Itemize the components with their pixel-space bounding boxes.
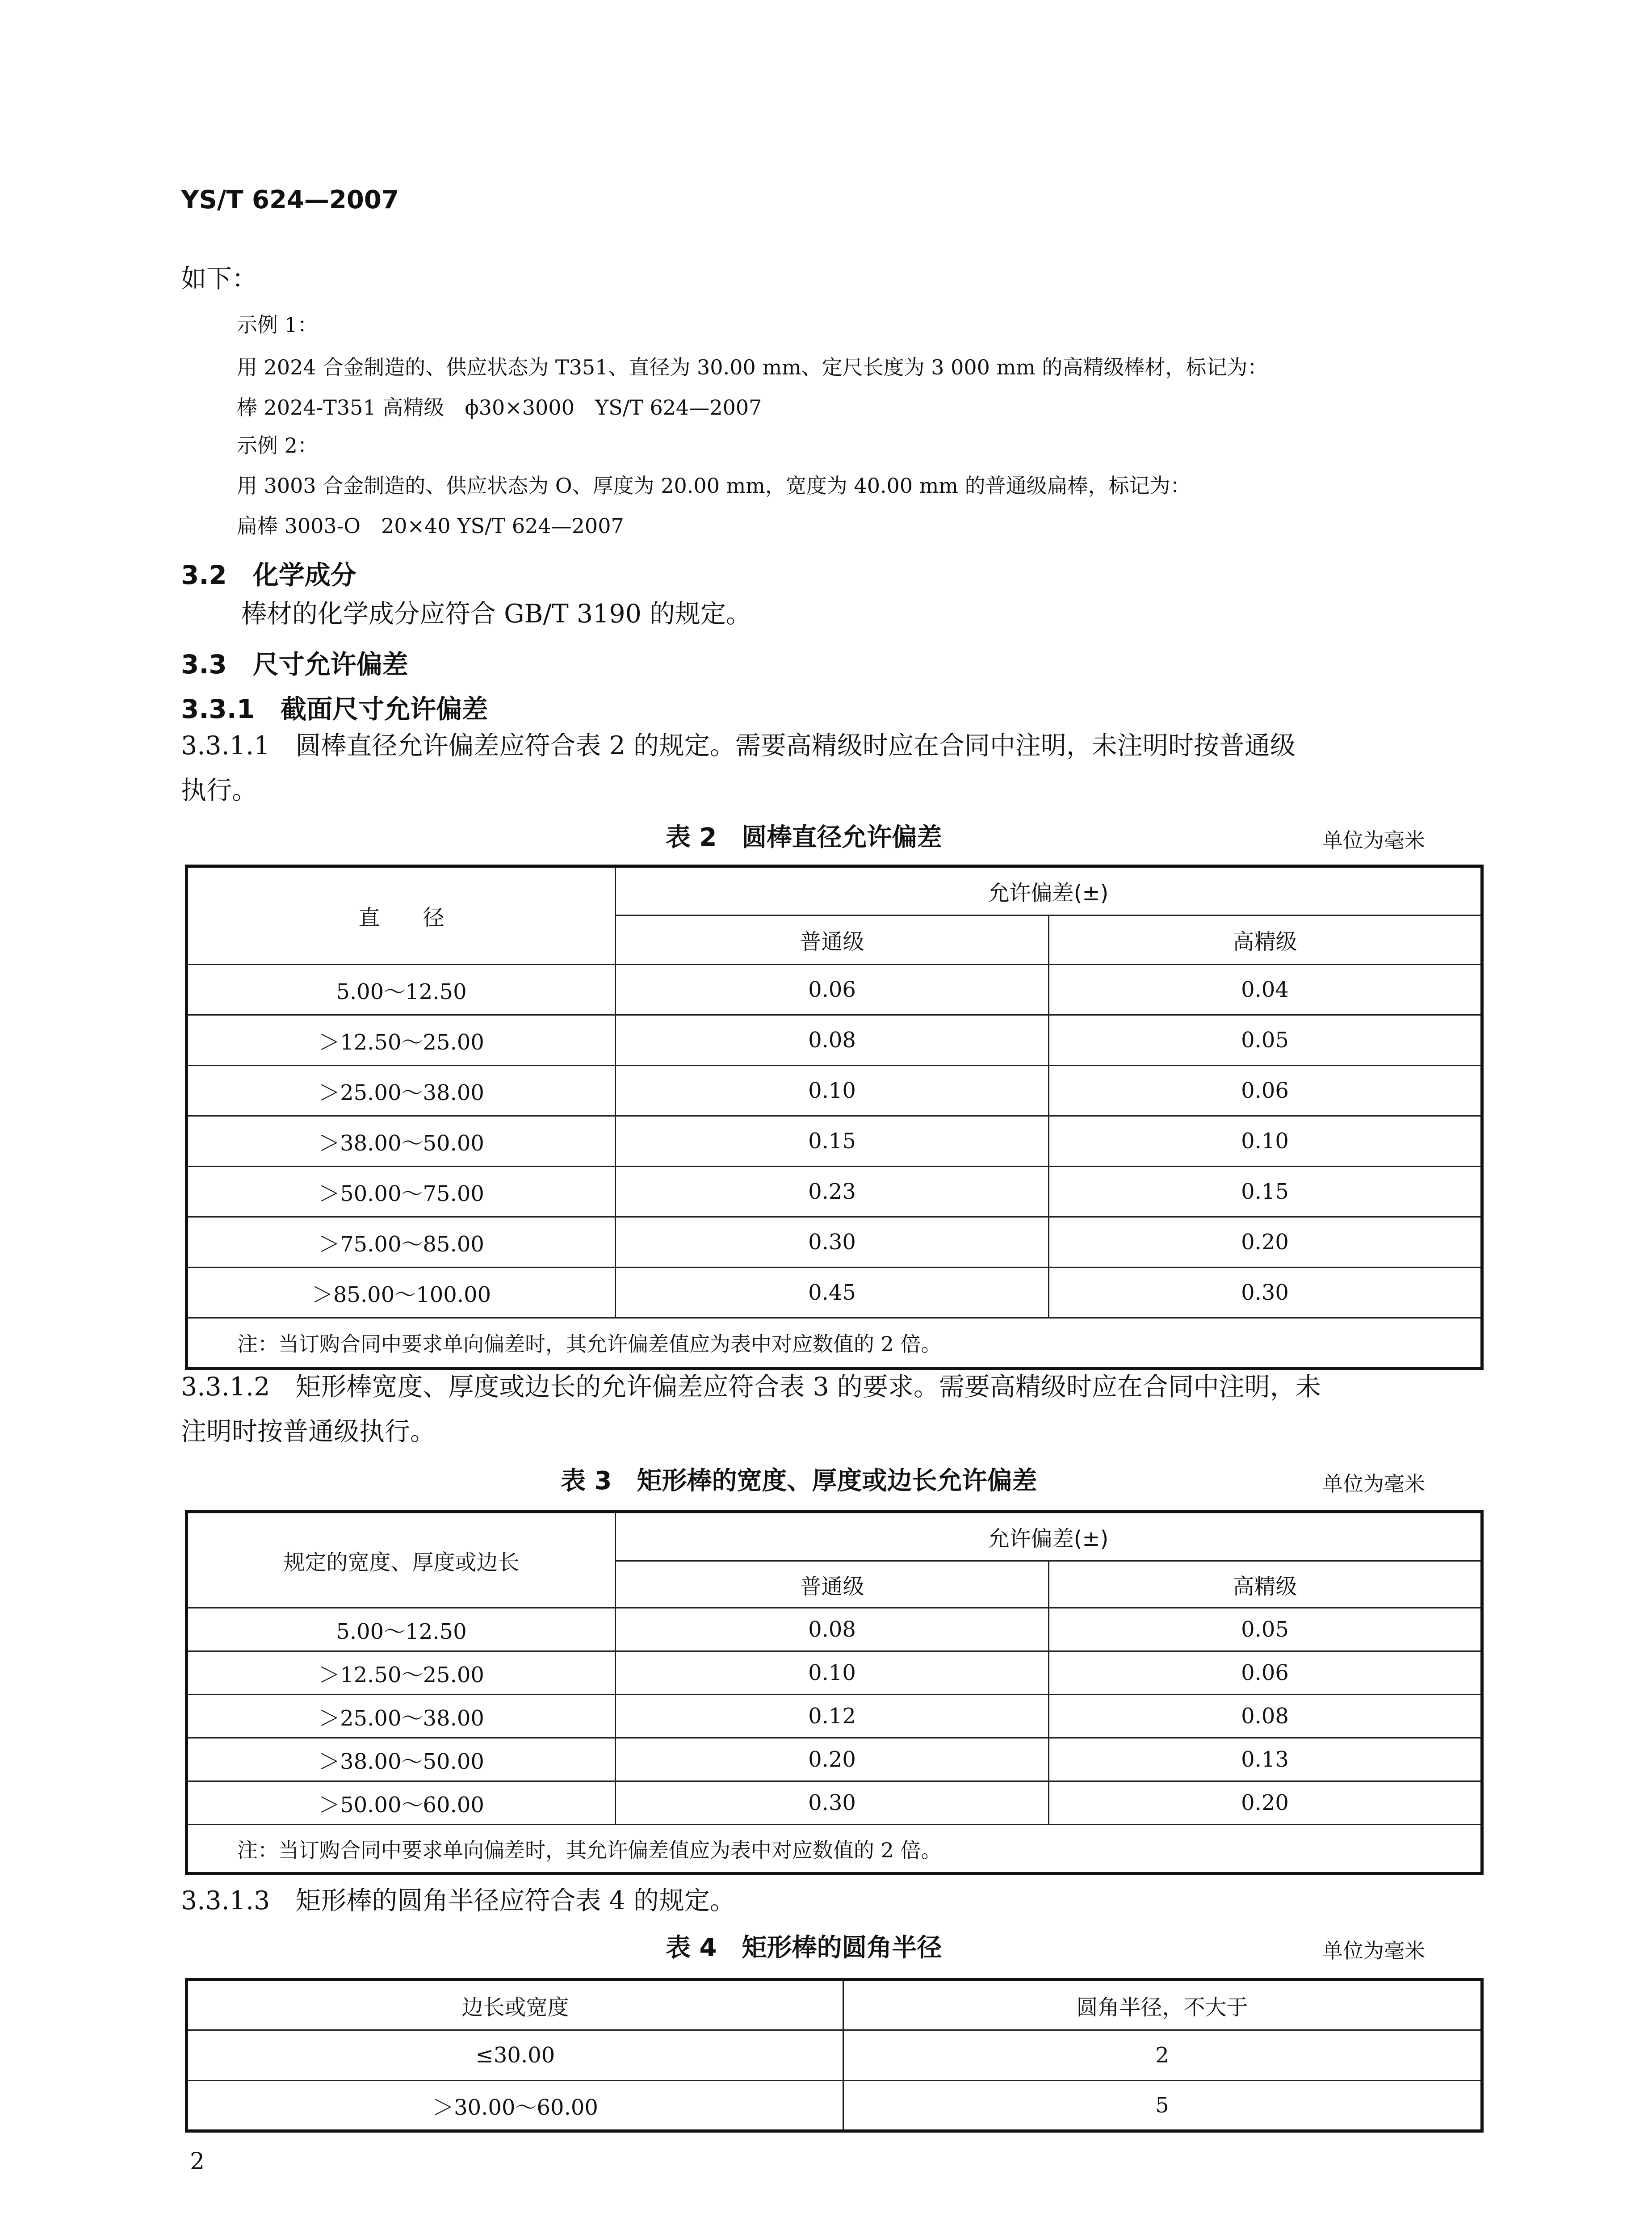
example2-label: 示例 2：	[237, 433, 318, 458]
table-row	[187, 2030, 1482, 2081]
example1-description: 用 2024 合金制造的、供应状态为 T351、直径为 30.00 mm、定尺长度为 3 000 mm 的高精级棒材，标记为：	[237, 355, 1268, 379]
table3-cell-range: 5.00～12.50	[187, 1608, 616, 1651]
table2-cell-normal: 0.23	[616, 1167, 1049, 1217]
table3-cell-normal: 0.08	[616, 1608, 1049, 1651]
table3-header-normal: 普通级	[616, 1561, 1049, 1608]
clause-3-3-1-3: 3.3.1.3 矩形棒的圆角半径应符合表 4 的规定。	[181, 1886, 735, 1915]
table2-cell-high: 0.04	[1049, 965, 1482, 1015]
table-row	[187, 1167, 1482, 1217]
table3	[185, 1510, 1484, 1875]
table2-cell-range: 5.00～12.50	[187, 965, 616, 1015]
table-row	[187, 1015, 1482, 1066]
table-row	[187, 1066, 1482, 1116]
table-row	[187, 1651, 1482, 1695]
table-row	[187, 1695, 1482, 1738]
table4	[185, 1978, 1484, 2133]
table3-cell-range: ＞25.00～38.00	[187, 1695, 616, 1738]
intro-text: 如下：	[181, 264, 257, 294]
table3-cell-normal: 0.10	[616, 1651, 1049, 1695]
table2-cell-high: 0.30	[1049, 1268, 1482, 1318]
table2-cell-high: 0.15	[1049, 1167, 1482, 1217]
table3-cell-high: 0.05	[1049, 1608, 1482, 1651]
table2-header-high: 高精级	[1049, 915, 1482, 965]
table2-cell-normal: 0.06	[616, 965, 1049, 1015]
clause-3-3-1-2-line2: 注明时按普通级执行。	[181, 1417, 436, 1446]
table4-unit: 单位为毫米	[1322, 1939, 1425, 1963]
table3-title: 表 3 矩形棒的宽度、厚度或边长允许偏差	[561, 1466, 1037, 1495]
table2	[185, 865, 1484, 1370]
table2-cell-range: ＞50.00～75.00	[187, 1167, 616, 1217]
table4-cell-radius: 2	[843, 2030, 1482, 2081]
table3-cell-range: ＞38.00～50.00	[187, 1738, 616, 1781]
example2-description: 用 3003 合金制造的、供应状态为 O、厚度为 20.00 mm，宽度为 40.00 mm 的普通级扁棒，标记为：	[237, 474, 1191, 498]
example2-mark: 扁棒 3003-O 20×40 YS/T 624—2007	[237, 514, 624, 538]
table2-header-tolerance: 允许偏差(±)	[616, 866, 1482, 915]
table-row	[187, 1738, 1482, 1781]
section-3-3-1-heading: 3.3.1 截面尺寸允许偏差	[181, 694, 488, 724]
table2-header-diameter: 直 径	[187, 866, 616, 965]
table-row	[187, 965, 1482, 1015]
example1-mark: 棒 2024-T351 高精级 ϕ30×3000 YS/T 624—2007	[237, 395, 762, 420]
table3-note: 注：当订购合同中要求单向偏差时，其允许偏差值应为表中对应数值的 2 倍。	[187, 1825, 1482, 1874]
table4-title: 表 4 矩形棒的圆角半径	[666, 1933, 942, 1962]
table2-title: 表 2 圆棒直径允许偏差	[666, 823, 942, 852]
table2-cell-high: 0.20	[1049, 1217, 1482, 1268]
table3-header-size: 规定的宽度、厚度或边长	[187, 1512, 616, 1608]
table4-header-side: 边长或宽度	[187, 1980, 843, 2030]
table-row	[187, 1268, 1482, 1318]
table3-cell-normal: 0.12	[616, 1695, 1049, 1738]
table3-cell-normal: 0.20	[616, 1738, 1049, 1781]
table3-header-tolerance: 允许偏差(±)	[616, 1512, 1482, 1561]
table2-cell-range: ＞25.00～38.00	[187, 1066, 616, 1116]
table3-cell-high: 0.20	[1049, 1781, 1482, 1825]
table-row	[187, 2081, 1482, 2131]
table-row	[187, 1608, 1482, 1651]
table2-cell-high: 0.05	[1049, 1015, 1482, 1066]
table2-cell-normal: 0.08	[616, 1015, 1049, 1066]
table-row	[187, 1781, 1482, 1825]
table2-cell-high: 0.06	[1049, 1066, 1482, 1116]
table3-header-high: 高精级	[1049, 1561, 1482, 1608]
section-3-2-heading: 3.2 化学成分	[181, 560, 356, 590]
standard-code: YS/T 624—2007	[181, 185, 399, 214]
page-number: 2	[190, 2148, 205, 2175]
section-3-2-body: 棒材的化学成分应符合 GB/T 3190 的规定。	[241, 599, 752, 629]
table3-cell-normal: 0.30	[616, 1781, 1049, 1825]
table4-cell-radius: 5	[843, 2081, 1482, 2131]
table2-cell-normal: 0.10	[616, 1066, 1049, 1116]
table2-cell-range: ＞85.00～100.00	[187, 1268, 616, 1318]
table2-note: 注：当订购合同中要求单向偏差时，其允许偏差值应为表中对应数值的 2 倍。	[187, 1318, 1482, 1369]
table3-cell-high: 0.06	[1049, 1651, 1482, 1695]
table2-unit: 单位为毫米	[1322, 828, 1425, 852]
section-3-3-heading: 3.3 尺寸允许偏差	[181, 649, 408, 680]
table-row	[187, 1116, 1482, 1167]
example1-label: 示例 1：	[237, 313, 318, 337]
table2-cell-range: ＞12.50～25.00	[187, 1015, 616, 1066]
table3-cell-range: ＞50.00～60.00	[187, 1781, 616, 1825]
clause-3-3-1-1-line1: 3.3.1.1 圆棒直径允许偏差应符合表 2 的规定。需要高精级时应在合同中注明，未注明时按普通级	[181, 731, 1296, 760]
table2-header-normal: 普通级	[616, 915, 1049, 965]
table4-cell-range: ≤30.00	[187, 2030, 843, 2081]
table3-cell-range: ＞12.50～25.00	[187, 1651, 616, 1695]
table3-unit: 单位为毫米	[1322, 1472, 1425, 1496]
table3-cell-high: 0.08	[1049, 1695, 1482, 1738]
clause-3-3-1-1-line2: 执行。	[181, 776, 257, 805]
table2-cell-normal: 0.15	[616, 1116, 1049, 1167]
table4-cell-range: ＞30.00～60.00	[187, 2081, 843, 2131]
table2-cell-range: ＞38.00～50.00	[187, 1116, 616, 1167]
clause-3-3-1-2-line1: 3.3.1.2 矩形棒宽度、厚度或边长的允许偏差应符合表 3 的要求。需要高精级时应在合同中注明，未	[181, 1372, 1321, 1402]
table2-cell-normal: 0.30	[616, 1217, 1049, 1268]
table2-cell-normal: 0.45	[616, 1268, 1049, 1318]
table2-cell-high: 0.10	[1049, 1116, 1482, 1167]
table2-cell-range: ＞75.00～85.00	[187, 1217, 616, 1268]
table4-header-radius: 圆角半径，不大于	[843, 1980, 1482, 2030]
table3-cell-high: 0.13	[1049, 1738, 1482, 1781]
table-row	[187, 1217, 1482, 1268]
